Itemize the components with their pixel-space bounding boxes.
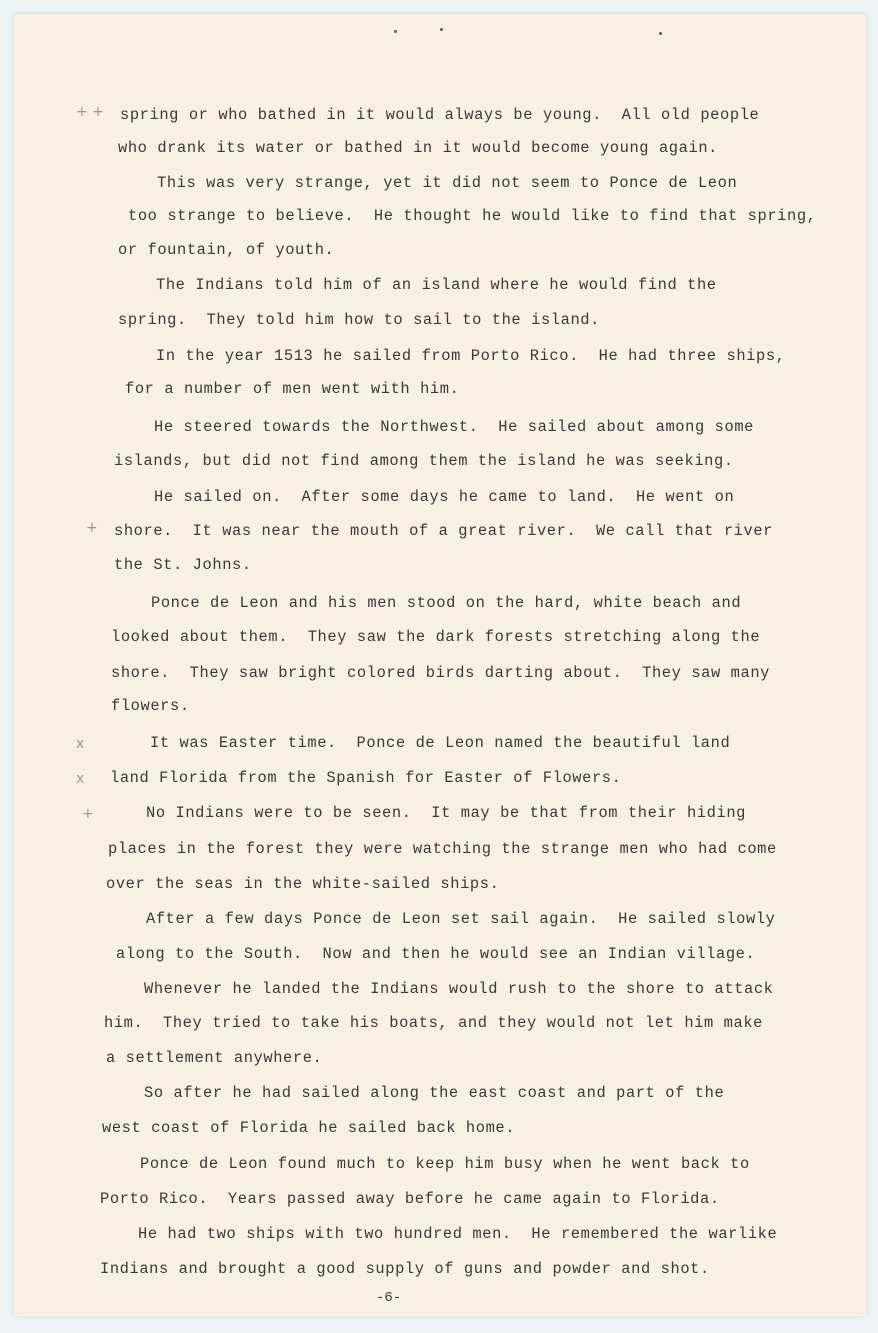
text-line: spring or who bathed in it would always be young. All old people: [120, 106, 760, 124]
margin-mark: +: [82, 806, 94, 822]
text-line: Indians and brought a good supply of guns and powder and shot.: [100, 1260, 710, 1278]
text-line: So after he had sailed along the east coast and part of the: [144, 1084, 725, 1102]
text-line: In the year 1513 he sailed from Porto Rico. He had three ships,: [156, 347, 786, 365]
text-line: shore. They saw bright colored birds darting about. They saw many: [111, 664, 771, 682]
text-line: land Florida from the Spanish for Easter of Flowers.: [110, 769, 622, 787]
text-line: over the seas in the white-sailed ships.: [106, 875, 500, 893]
text-line: Porto Rico. Years passed away before he came again to Florida.: [100, 1190, 720, 1208]
text-line: along to the South. Now and then he would see an Indian village.: [116, 945, 756, 963]
text-line: too strange to believe. He thought he would like to find that spring,: [128, 207, 817, 225]
text-line: This was very strange, yet it did not seem to Ponce de Leon: [157, 174, 738, 192]
text-line: He steered towards the Northwest. He sailed about among some: [154, 418, 754, 436]
text-line: a settlement anywhere.: [106, 1049, 323, 1067]
margin-mark: + +: [76, 104, 104, 120]
margin-mark: x: [76, 771, 85, 787]
text-line: He sailed on. After some days he came to land. He went on: [154, 488, 735, 506]
ink-speck: [440, 28, 443, 31]
text-line: looked about them. They saw the dark forests stretching along the: [111, 628, 761, 646]
text-line: flowers.: [111, 697, 190, 715]
text-line: spring. They told him how to sail to the island.: [118, 311, 600, 329]
text-line: No Indians were to be seen. It may be that from their hiding: [146, 804, 746, 822]
typewritten-page: [14, 14, 866, 1316]
text-line: It was Easter time. Ponce de Leon named the beautiful land: [150, 734, 731, 752]
page-number: -6-: [376, 1290, 402, 1306]
text-line: The Indians told him of an island where he would find the: [156, 276, 717, 294]
text-line: west coast of Florida he sailed back home.: [102, 1119, 516, 1137]
text-line: who drank its water or bathed in it would become young again.: [118, 139, 718, 157]
text-line: After a few days Ponce de Leon set sail again. He sailed slowly: [146, 910, 776, 928]
text-line: places in the forest they were watching the strange men who had come: [108, 840, 777, 858]
margin-mark: +: [86, 520, 98, 536]
margin-mark: x: [76, 736, 85, 752]
text-line: or fountain, of youth.: [118, 241, 335, 259]
text-line: He had two ships with two hundred men. He remembered the warlike: [138, 1225, 778, 1243]
text-line: him. They tried to take his boats, and they would not let him make: [104, 1014, 764, 1032]
text-line: islands, but did not find among them the island he was seeking.: [114, 452, 734, 470]
text-line: Ponce de Leon found much to keep him busy when he went back to: [140, 1155, 750, 1173]
text-line: shore. It was near the mouth of a great river. We call that river: [114, 522, 774, 540]
text-line: Ponce de Leon and his men stood on the hard, white beach and: [151, 594, 742, 612]
text-line: for a number of men went with him.: [125, 380, 460, 398]
text-line: the St. Johns.: [114, 556, 252, 574]
ink-speck: [659, 32, 662, 35]
text-line: Whenever he landed the Indians would rush to the shore to attack: [144, 980, 774, 998]
ink-speck: [394, 30, 397, 33]
